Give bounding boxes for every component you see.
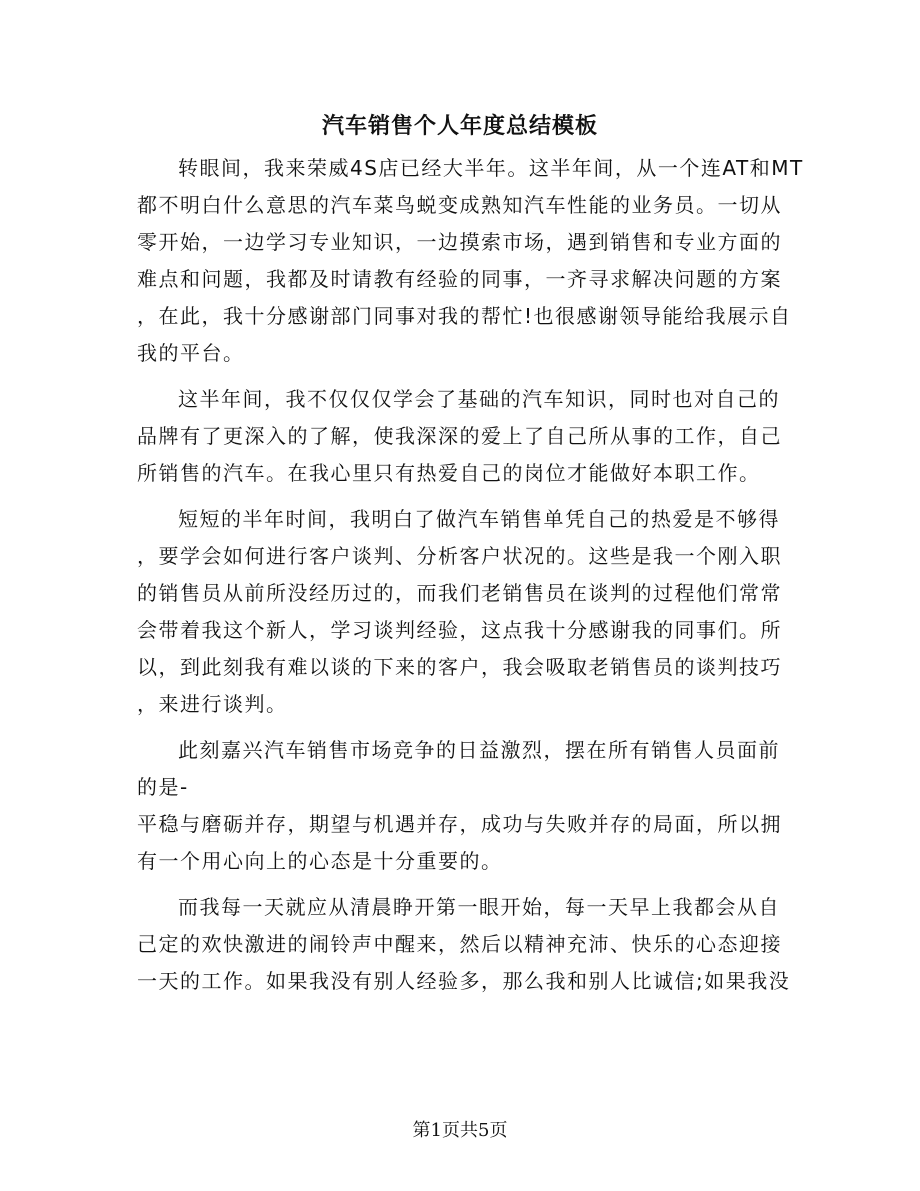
document-body [137,150,804,1000]
text-line: 我的平台。 [137,341,245,365]
text-line: ，来进行谈判。 [137,692,288,716]
text-line: 这半年间，我不仅仅仅学会了基础的汽车知识，同时也对自己的 [178,387,780,411]
text-line: 的是- [137,775,189,799]
document-title: 汽车销售个人年度总结模板 [321,113,598,139]
page-indicator: 第1页共5页 [412,1120,508,1141]
text-line: 会带着我这个新人，学习谈判经验，这点我十分感谢我的同事们。所 [137,618,782,642]
text-line: 此刻嘉兴汽车销售市场竞争的日益激烈，摆在所有销售人员面前 [178,738,780,762]
text-line: 难点和问题，我都及时请教有经验的同事，一齐寻求解决问题的方案 [137,267,782,291]
text-line: 品牌有了更深入的了解，使我深深的爱上了自己所从事的工作，自己 [137,424,782,448]
text-line: 所销售的汽车。在我心里只有热爱自己的岗位才能做好本职工作。 [137,461,761,485]
text-line: 的销售员从前所没经历过的，而我们老销售员在谈判的过程他们常常 [137,581,782,605]
text-line: 而我每一天就应从清晨睁开第一眼开始，每一天早上我都会从自 [178,895,780,919]
text-line: 己定的欢快激进的闹铃声中醒来，然后以精神充沛、快乐的心态迎接 [137,932,782,956]
text-line: 一天的工作。如果我没有别人经验多，那么我和别人比诚信;如果我没 [137,969,791,993]
text-line: 转眼间，我来荣威4S店已经大半年。这半年间，从一个连AT和MT [178,156,804,180]
text-line: ，在此，我十分感谢部门同事对我的帮忙!也很感谢领导能给我展示自 [137,304,792,328]
text-line: 零开始，一边学习专业知识，一边摸索市场，遇到销售和专业方面的 [137,230,782,254]
text-line: 以，到此刻我有难以谈的下来的客户，我会吸取老销售员的谈判技巧 [137,655,782,679]
text-line: 都不明白什么意思的汽车菜鸟蜕变成熟知汽车性能的业务员。一切从 [137,193,782,217]
text-line: ，要学会如何进行客户谈判、分析客户状况的。这些是我一个刚入职 [137,544,782,568]
text-line: 平稳与磨砺并存，期望与机遇并存，成功与失败并存的局面，所以拥 [137,812,782,836]
text-line: 短短的半年时间，我明白了做汽车销售单凭自己的热爱是不够得 [178,507,780,531]
text-line: 有一个用心向上的心态是十分重要的。 [137,849,503,873]
